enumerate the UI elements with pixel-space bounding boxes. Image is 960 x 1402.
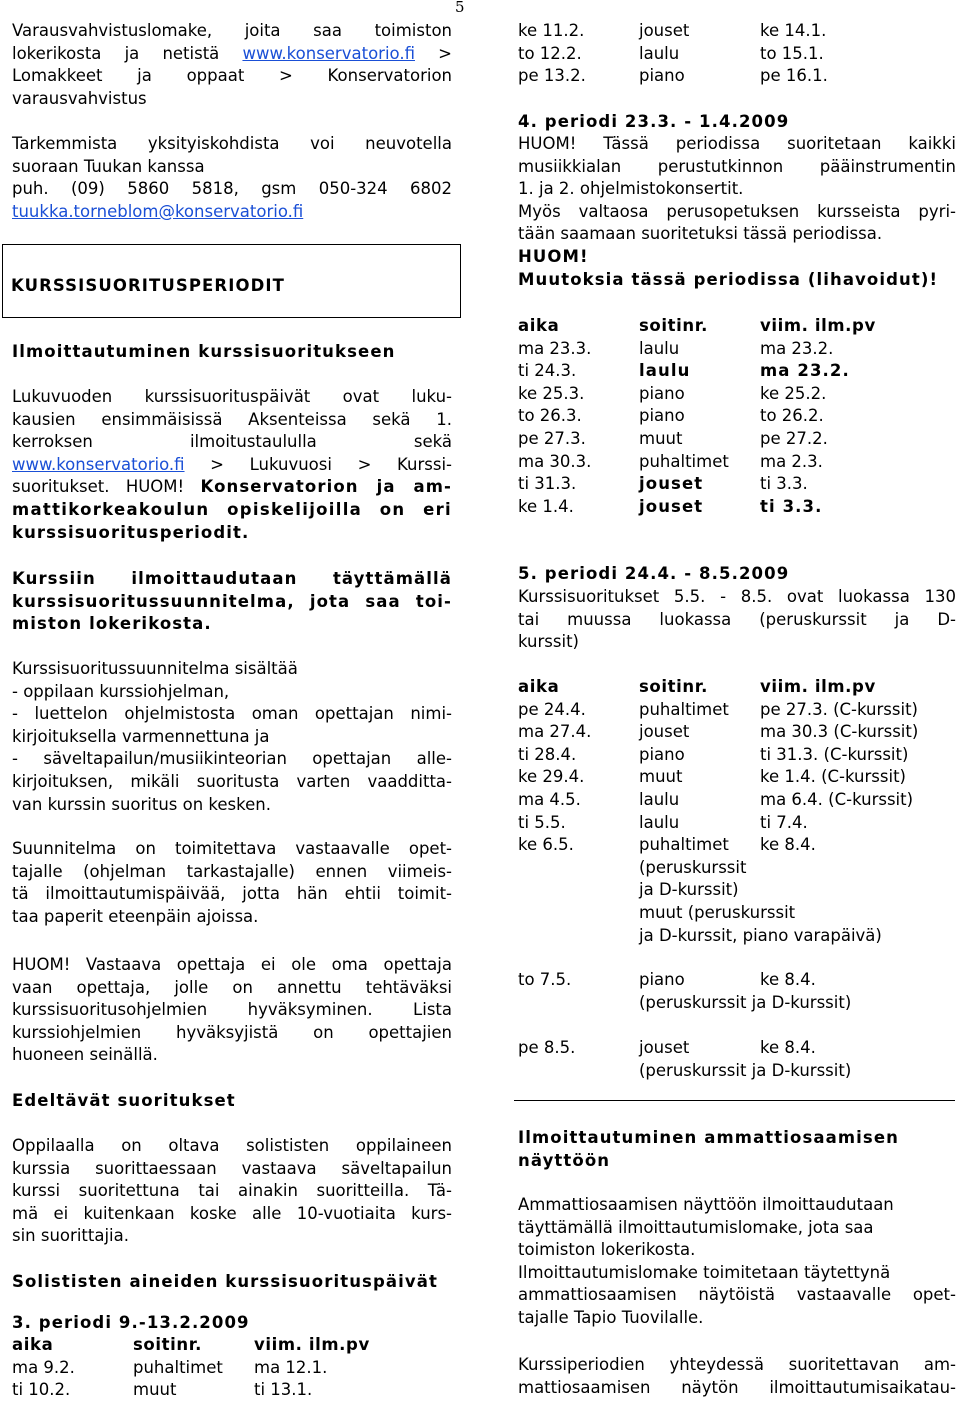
table-row: [518, 766, 918, 789]
table-header-row: [12, 1334, 370, 1357]
date-cell: ke 6.5.: [518, 835, 574, 855]
date-cell: pe 13.2.: [518, 66, 586, 86]
exam-heading-line: näyttöön: [518, 1150, 611, 1170]
deadline-cell: ti 7.4.: [760, 812, 808, 832]
date-cell: ti 31.3.: [518, 474, 577, 494]
konservatorio-link[interactable]: www.konservatorio.fi: [242, 43, 415, 63]
periods-title: KURSSISUORITUSPERIODIT: [11, 276, 285, 295]
exam-line: ammattiosaamisen näytöistä vastaavalle opet-: [518, 1285, 956, 1305]
period4-changes: Muutoksia tässä periodissa (lihavoidut)!: [518, 269, 939, 289]
instrument-cell: jouset: [639, 21, 690, 40]
prev-line: kurssi suoritettuna tai ainakin suoritteilla. Tä-: [12, 1181, 452, 1201]
instrument-cell: puhaltimet: [639, 451, 729, 471]
date-cell: ti 24.3.: [518, 361, 577, 381]
deadline-cell: ke 8.4.: [760, 970, 816, 989]
signup-line: kerroksen ilmoitustaululla sekä: [12, 432, 452, 452]
deadline-cell: ke 25.2.: [760, 383, 827, 403]
solo-heading: Solististen aineiden kurssisuorituspäivät: [12, 1272, 438, 1291]
instrument-cell: piano: [639, 383, 685, 403]
table-row: [518, 428, 876, 451]
date-cell: ke 25.3.: [518, 383, 585, 403]
note-cell: (peruskurssit: [639, 857, 747, 877]
table-row: [518, 789, 918, 812]
plan-line: - oppilaan kurssiohjelman,: [12, 681, 230, 701]
instrument-cell: piano: [639, 66, 685, 86]
date-cell: to 12.2.: [518, 43, 582, 63]
signup-line: Lukuvuoden kurssisuorituspäivät ovat luku-: [12, 387, 452, 406]
header-cell: aika: [12, 1335, 54, 1354]
deadline-cell: ma 6.4. (C-kurssit): [760, 789, 914, 809]
deadline-cell: ke 8.4.: [760, 835, 816, 855]
table-row: [518, 405, 876, 428]
final-paragraph: [518, 1354, 956, 1399]
deadline-cell: pe 16.1.: [760, 66, 828, 86]
deadline-cell: ke 8.4.: [760, 1038, 816, 1057]
instrument-cell: laulu: [639, 361, 691, 381]
instrument-cell: piano: [639, 970, 685, 989]
period5-heading: 5. periodi 24.4. - 8.5.2009: [518, 564, 790, 583]
note-cell: (peruskurssit ja D-kurssit): [639, 1060, 852, 1080]
table-row: [518, 969, 851, 992]
date-cell: ma 27.4.: [518, 722, 592, 742]
konservatorio-link-2[interactable]: www.konservatorio.fi: [12, 454, 185, 474]
header-cell: soitinr.: [639, 316, 708, 335]
deadline-cell: ke 14.1.: [760, 21, 827, 40]
date-cell: ti 28.4.: [518, 744, 577, 764]
deadline-cell: pe 27.3. (C-kurssit): [760, 699, 918, 719]
table-row: [518, 1037, 851, 1060]
header-cell: aika: [518, 677, 560, 696]
instrument-cell: puhaltimet: [639, 699, 729, 719]
deadline-cell: ti 13.1.: [254, 1380, 313, 1400]
prev-line: Oppilaalla on oltava solististen oppilaineen: [12, 1136, 452, 1155]
deliver-paragraph: [12, 838, 452, 928]
exam-heading-line: Ilmoittautuminen ammattiosaamisen: [518, 1128, 899, 1147]
final-line: mattiosaamisen näytön ilmoittautumisaikatau-: [518, 1377, 956, 1397]
table-row: [518, 451, 876, 474]
instrument-cell: muut: [133, 1380, 177, 1400]
instrument-cell: piano: [639, 406, 685, 426]
table-row: [518, 812, 918, 835]
instrument-cell: muut: [639, 428, 683, 448]
date-cell: ma 9.2.: [12, 1357, 75, 1377]
period4-note: [518, 133, 956, 291]
date-cell: ma 23.3.: [518, 338, 592, 358]
deadline-cell: ti 3.3.: [760, 474, 808, 494]
intro-paragraph: [12, 20, 452, 110]
exam-heading: [518, 1127, 899, 1172]
intro-line: varausvahvistus: [12, 88, 147, 108]
section-divider: [514, 1100, 955, 1101]
plan-line: van kurssin suoritus on kesken.: [12, 794, 271, 814]
bold-para-line: miston lokerikosta.: [12, 614, 212, 634]
instrument-cell: puhaltimet: [133, 1357, 223, 1377]
instrument-cell: muut: [639, 767, 683, 787]
table-row: [518, 992, 851, 1015]
table-row: [518, 43, 828, 66]
table-row: [518, 65, 828, 88]
table-row: [518, 721, 918, 744]
pe85-table: [518, 1037, 851, 1082]
table-row: [518, 699, 918, 722]
intro-line: Varausvahvistuslomake, joita saa toimiston: [12, 21, 452, 40]
deadline-cell: ma 12.1.: [254, 1357, 328, 1377]
table-row: [518, 834, 918, 857]
deliver-line: tajalle (ohjelman tarkastajalle) ennen viimeis-: [12, 861, 452, 881]
deadline-cell: ti 3.3.: [760, 496, 823, 516]
date-cell: ke 11.2.: [518, 21, 585, 40]
huom-line: kurssisuoritusohjelmien hyväksyminen. Lista: [12, 1000, 452, 1020]
bold-para-line: kurssisuoritussuunnitelma, jota saa toi-: [12, 591, 452, 611]
intro-line: lokerikosta ja netistä www.konservatorio.fi >: [12, 43, 452, 63]
table-header-row: [518, 676, 918, 699]
table-row: [518, 1060, 851, 1083]
table-row: [518, 925, 918, 948]
period4-note-line: musiikkialan perustutkinnon pääinstrumentin: [518, 156, 956, 176]
deliver-line: Suunnitelma on toimitettava vastaavalle opet-: [12, 839, 452, 858]
table-row: [518, 902, 918, 925]
exam-line: täyttämällä ilmoittautumislomake, jota saa: [518, 1217, 874, 1237]
date-cell: ma 30.3.: [518, 451, 592, 471]
period5-note-line: kurssit): [518, 632, 579, 652]
date-cell: to 26.3.: [518, 406, 582, 426]
table-header-row: [518, 315, 876, 338]
period5-note-line: tai muussa luokassa (peruskurssit ja D-: [518, 609, 956, 629]
period5-rows: [518, 699, 918, 857]
bold-para-line: Kurssiin ilmoittaudutaan täyttämällä: [12, 569, 452, 588]
note-cell: muut (peruskurssit: [639, 902, 796, 922]
deadline-cell: ke 1.4. (C-kurssit): [760, 767, 906, 787]
period5-table: [518, 676, 918, 947]
table-row: [518, 879, 918, 902]
table-row: [518, 383, 876, 406]
plan-line: kirjoituksella varmennettuna ja: [12, 726, 270, 746]
contact-line: Tarkemmista yksityiskohdista voi neuvotella: [12, 134, 452, 153]
deadline-cell: to 26.2.: [760, 406, 824, 426]
instrument-cell: jouset: [639, 1038, 690, 1057]
table-row: [12, 1357, 370, 1380]
instrument-cell: piano: [639, 744, 685, 764]
plan-line: - luettelon ohjelmistosta oman opettajan nimi-: [12, 704, 452, 724]
huom-line: HUOM! Vastaava opettaja ei ole oma opettaja: [12, 955, 452, 974]
period4-table: [518, 315, 876, 518]
header-cell: viim. ilm.pv: [254, 1335, 370, 1354]
note-cell: ja D-kurssit): [639, 880, 739, 900]
plan-line: kirjoituksen, mikäli suoritusta varten vaadditta-: [12, 771, 452, 791]
plan-line: Kurssisuoritussuunnitelma sisältää: [12, 659, 298, 678]
contact-paragraph: [12, 133, 452, 223]
table-row: [518, 473, 876, 496]
instrument-cell: jouset: [639, 496, 704, 516]
period4-note-line: Myös valtaosa perusopetuksen kursseista pyri-: [518, 201, 956, 221]
instrument-cell: jouset: [639, 474, 704, 494]
table-row: [518, 20, 828, 43]
deadline-cell: pe 27.2.: [760, 428, 828, 448]
deadline-cell: ma 23.2.: [760, 338, 834, 358]
table-row: [518, 496, 876, 519]
signup-paragraph: [12, 386, 452, 544]
period3-cont-table: [518, 20, 828, 88]
deliver-line: tä ilmoittautumispäivää, jotta hän ehtii toimit-: [12, 884, 452, 904]
instrument-cell: laulu: [639, 43, 680, 63]
header-cell: soitinr.: [133, 1335, 202, 1354]
date-cell: pe 24.4.: [518, 699, 586, 719]
huom-line: huoneen seinällä.: [12, 1045, 158, 1065]
instrument-cell: laulu: [639, 789, 680, 809]
huom-line: kurssiohjelmien hyväksyjistä on opettajien: [12, 1022, 452, 1042]
header-cell: viim. ilm.pv: [760, 677, 876, 696]
table-row: [12, 1379, 370, 1402]
period4-note-line: tään saamaan suoritetuksi tässä periodissa.: [518, 224, 883, 244]
signup-line: suoritukset. HUOM! Konservatorion ja am-: [12, 477, 452, 497]
exam-line: Ilmoittautumislomake toimitetaan täytettynä: [518, 1262, 891, 1282]
prev-paragraph: [12, 1135, 452, 1248]
exam-paragraph: [518, 1194, 956, 1330]
period4-rows: [518, 338, 876, 519]
table-row: [518, 857, 918, 880]
signup-bold-line: kurssisuoritusperiodit.: [12, 522, 250, 542]
prev-line: kurssia suorittaessaan vastaava säveltapailun: [12, 1158, 452, 1178]
deadline-cell: to 15.1.: [760, 43, 824, 63]
signup-heading: Ilmoittautuminen kurssisuoritukseen: [12, 342, 396, 361]
header-cell: viim. ilm.pv: [760, 316, 876, 335]
period5-note-line: Kurssisuoritukset 5.5. - 8.5. ovat luokassa 130: [518, 587, 956, 606]
deadline-cell: ma 2.3.: [760, 451, 823, 471]
exam-line: tajalle Tapio Tuovilalle.: [518, 1307, 704, 1327]
table-row: [518, 360, 876, 383]
date-cell: ti 10.2.: [12, 1380, 71, 1400]
period3-heading: 3. periodi 9.-13.2.2009: [12, 1313, 250, 1332]
deadline-cell: ma 23.2.: [760, 361, 850, 381]
instrument-cell: jouset: [639, 722, 690, 742]
deadline-cell: ma 30.3 (C-kurssit): [760, 722, 919, 742]
prev-line: sin suorittajia.: [12, 1226, 129, 1246]
period3-table: [12, 1334, 370, 1402]
huom-paragraph: [12, 954, 452, 1067]
instrument-cell: laulu: [639, 338, 680, 358]
contact-email-link[interactable]: tuukka.torneblom@konservatorio.fi: [12, 201, 304, 221]
page-number: 5: [455, 0, 465, 16]
signup-line: kausien ensimmäisissä Aksenteissa sekä 1.: [12, 409, 452, 429]
date-cell: ma 4.5.: [518, 789, 581, 809]
header-cell: aika: [518, 316, 560, 335]
deadline-cell: ti 31.3. (C-kurssit): [760, 744, 909, 764]
period5-note: [518, 586, 956, 654]
intro-line: Lomakkeet ja oppaat > Konservatorion: [12, 66, 452, 86]
period4-note-line: 1. ja 2. ohjelmistokonsertit.: [518, 179, 744, 199]
contact-line: suoraan Tuukan kanssa: [12, 156, 205, 176]
periods-title-box: [2, 244, 461, 318]
final-line: Kurssiperiodien yhteydessä suoritettavan am-: [518, 1355, 956, 1374]
signup-line: www.konservatorio.fi > Lukuvuosi > Kurssi-: [12, 454, 452, 474]
plan-line: - säveltapailun/musiikinteorian opettajan alle-: [12, 749, 452, 769]
to75-table: [518, 969, 851, 1014]
date-cell: ke 1.4.: [518, 496, 574, 516]
date-cell: ke 29.4.: [518, 767, 585, 787]
prev-heading: Edeltävät suoritukset: [12, 1091, 236, 1110]
date-cell: to 7.5.: [518, 970, 572, 989]
instrument-cell: laulu: [639, 812, 680, 832]
note-cell: (peruskurssit ja D-kurssit): [639, 992, 852, 1012]
table-row: [518, 744, 918, 767]
contact-phone: puh. (09) 5860 5818, gsm 050-324 6802: [12, 179, 452, 199]
huom-line: vaan opettaja, jolle on annettu tehtäväksi: [12, 977, 452, 997]
date-cell: pe 27.3.: [518, 428, 586, 448]
prev-line: mä ei kuitenkaan koske alle 10-vuotiaita kurs-: [12, 1203, 452, 1223]
date-cell: ti 5.5.: [518, 812, 566, 832]
instrument-cell: puhaltimet: [639, 835, 729, 855]
exam-line: toimiston lokerikosta.: [518, 1240, 696, 1260]
signup-bold-line: mattikorkeakoulun opiskelijoilla on eri: [12, 499, 452, 519]
note-cell: ja D-kurssit, piano varapäivä): [639, 925, 882, 945]
period4-heading: 4. periodi 23.3. - 1.4.2009: [518, 112, 790, 131]
period4-huom: HUOM!: [518, 246, 589, 266]
deliver-line: taa paperit eteenpäin ajoissa.: [12, 906, 259, 926]
table-row: [518, 338, 876, 361]
plan-paragraph: [12, 658, 452, 816]
signup-bold-paragraph: [12, 568, 452, 636]
date-cell: pe 8.5.: [518, 1038, 576, 1057]
header-cell: soitinr.: [639, 677, 708, 696]
period4-note-line: HUOM! Tässä periodissa suoritetaan kaikki: [518, 134, 956, 153]
exam-line: Ammattiosaamisen näyttöön ilmoittaudutaan: [518, 1195, 894, 1214]
